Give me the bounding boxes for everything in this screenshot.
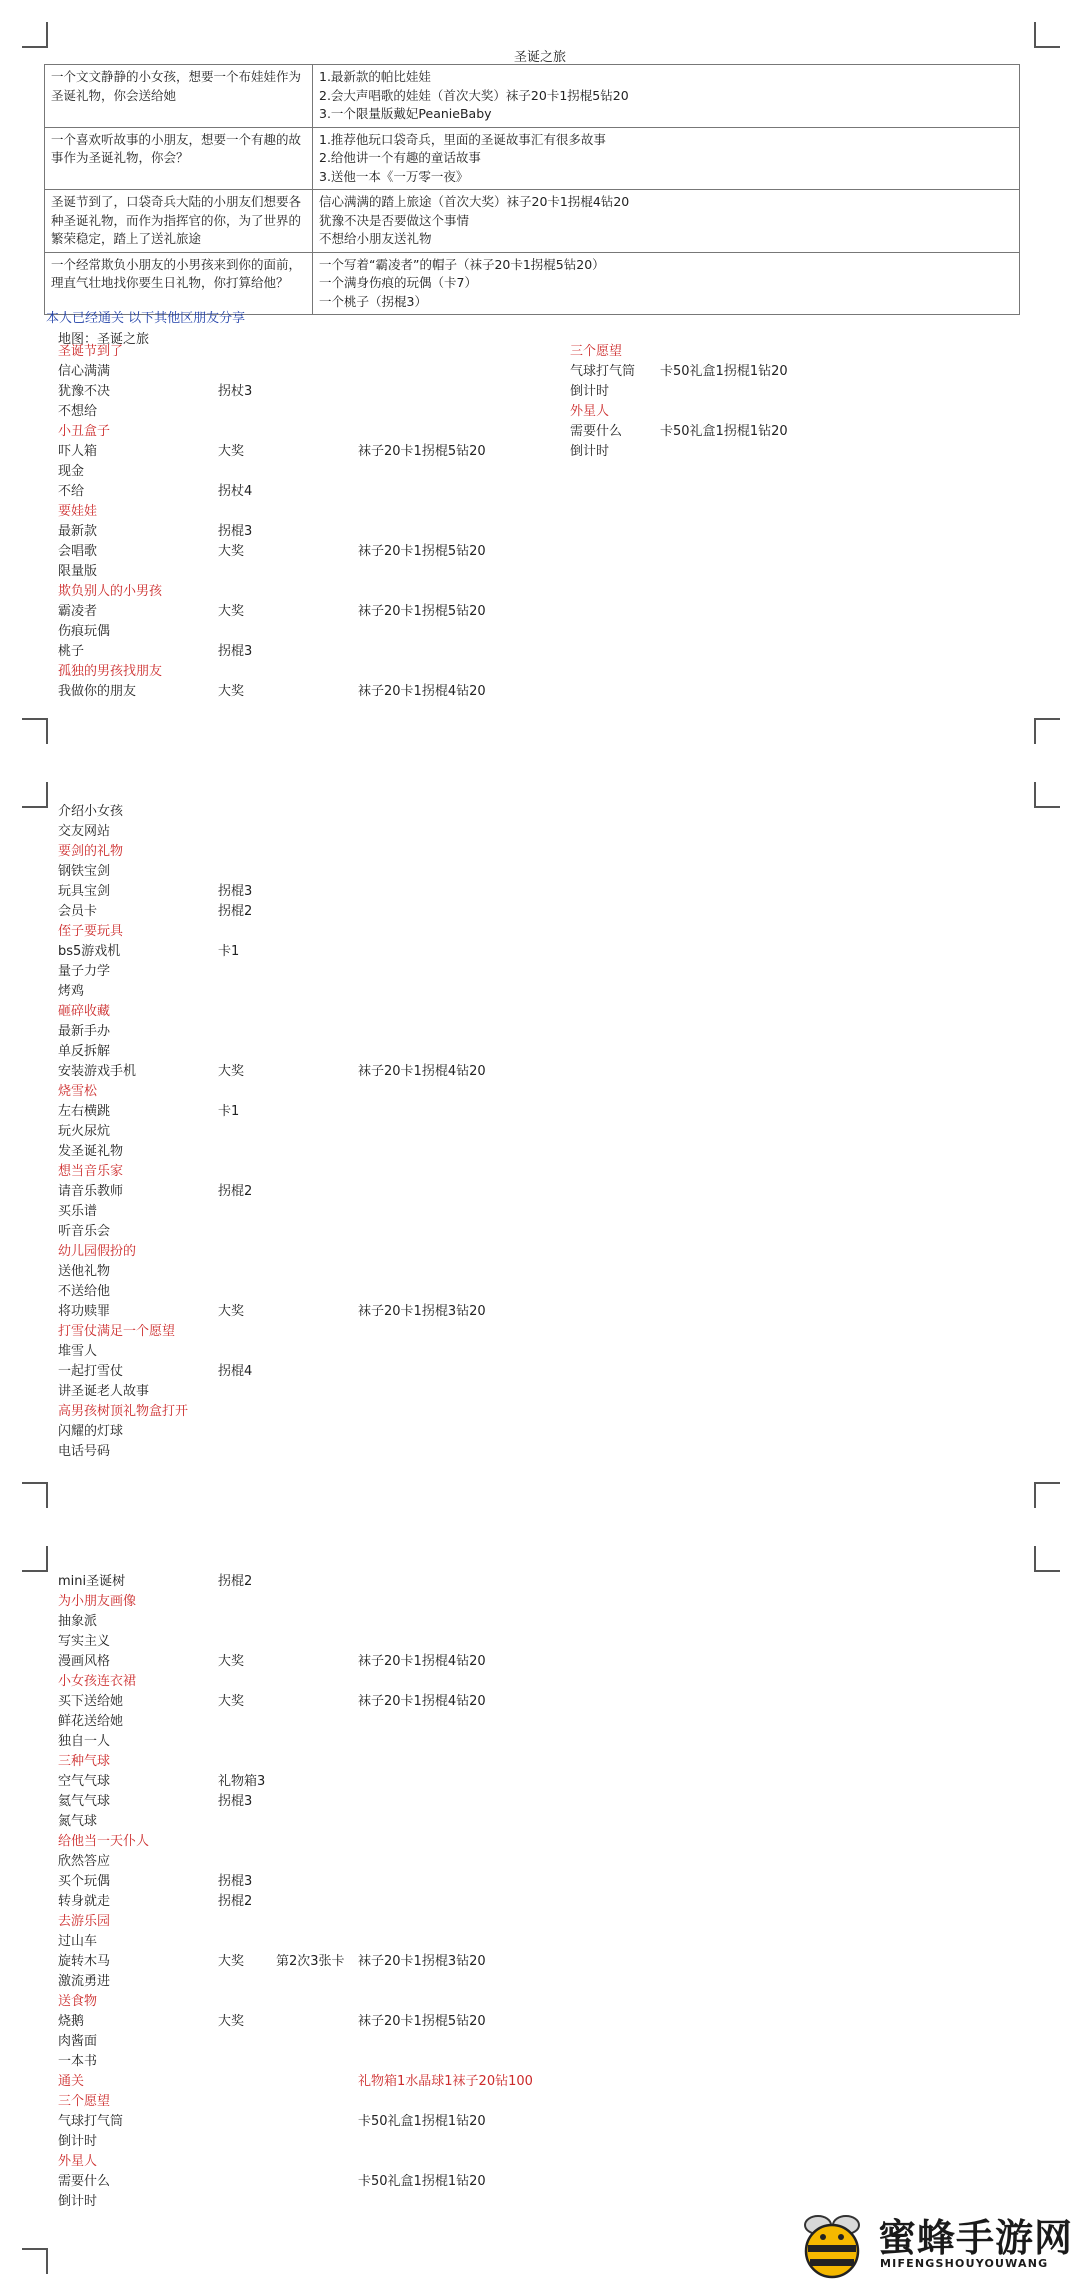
item-reward-short: 拐棍3: [218, 884, 253, 899]
item-label: 一本书: [58, 2054, 98, 2069]
list-item: [58, 2172, 758, 2192]
item-prize: 礼物箱1水晶球1袜子20钻100: [358, 2074, 533, 2089]
list-item: [58, 822, 758, 842]
list-item: [58, 1812, 758, 1832]
item-label: 倒计时: [570, 444, 610, 459]
item-label: 激流勇进: [58, 1974, 111, 1989]
item-label: 烤鸡: [58, 984, 85, 999]
item-label: 玩火尿炕: [58, 1124, 111, 1139]
list-item: [58, 982, 758, 1002]
table-row: [45, 252, 1020, 315]
answer-option: 一个桃子（拐棍3）: [319, 293, 427, 309]
answer-option: 一个写着“霸凌者”的帽子（袜子20卡1拐棍5钻20）: [319, 256, 605, 272]
answers-cell: [313, 127, 1020, 190]
list-item: [58, 1282, 758, 1302]
item-label: 伤痕玩偶: [58, 624, 111, 639]
item-label: 欺负别人的小男孩: [58, 584, 163, 599]
item-label: 会唱歌: [58, 544, 98, 559]
list-item: [58, 622, 758, 642]
list-item: [58, 642, 758, 662]
item-label: 三种气球: [58, 1754, 111, 1769]
item-label: 倒计时: [58, 2134, 98, 2149]
bee-icon: [794, 2205, 872, 2283]
answers-cell: [313, 190, 1020, 253]
answer-option: 2.给他讲一个有趣的童话故事: [319, 150, 481, 165]
item-prize: 袜子20卡1拐棍3钻20: [358, 1304, 486, 1319]
list-item: [58, 2052, 758, 2072]
item-label: 桃子: [58, 644, 85, 659]
item-reward-short: 拐棍2: [218, 1184, 253, 1199]
list-item: [58, 1442, 758, 1462]
item-label: 气球打气筒: [58, 2114, 124, 2129]
list-item: [58, 1652, 758, 1672]
item-reward-short: 拐棍3: [218, 1874, 253, 1889]
item-label: 小女孩连衣裙: [58, 1674, 137, 1689]
section-heading: [58, 1912, 758, 1932]
list-item: [58, 1932, 758, 1952]
item-prize: 袜子20卡1拐棍3钻20: [358, 1954, 486, 1969]
item-prize: 卡50礼盒1拐棍1钻20: [358, 2114, 486, 2129]
item-label: 堆雪人: [58, 1344, 98, 1359]
item-label: 旋转木马: [58, 1954, 111, 1969]
answer-option: 3.一个限量版戴妃PeanieBaby: [319, 106, 492, 121]
item-label: 小丑盒子: [58, 424, 111, 439]
crop-mark-bottom-right: [1034, 718, 1060, 744]
item-label: 需要什么: [58, 2174, 111, 2189]
item-label: 氮气球: [58, 1814, 98, 1829]
item-reward-short: 拐棍3: [218, 644, 253, 659]
item-label: 会员卡: [58, 904, 98, 919]
list-item: [58, 1852, 758, 1872]
list-item: [58, 1202, 758, 1222]
item-reward-short: 大奖: [218, 684, 245, 699]
item-label: 转身就走: [58, 1894, 111, 1909]
list-item: [58, 1362, 758, 1382]
list-item: [570, 442, 820, 462]
item-label: 吓人箱: [58, 444, 98, 459]
item-label: 买个玩偶: [58, 1874, 111, 1889]
list-item: [58, 1972, 758, 1992]
item-label: 倒计时: [570, 384, 610, 399]
list-item: [58, 862, 758, 882]
map-title: 地图：圣诞之旅: [58, 332, 150, 347]
section-heading: [58, 582, 758, 602]
section-heading: [58, 1752, 758, 1772]
item-label: 外星人: [58, 2154, 98, 2169]
item-label: 侄子要玩具: [58, 924, 124, 939]
item-label: 信心满满: [58, 364, 111, 379]
list-item: [58, 1142, 758, 1162]
item-label: 单反拆解: [58, 1044, 111, 1059]
item-reward-short: 拐棍3: [218, 1794, 253, 1809]
item-prize: 袜子20卡1拐棍4钻20: [358, 1694, 486, 1709]
answer-option: 2.会大声唱歌的娃娃（首次大奖）袜子20卡1拐棍5钻20: [319, 87, 629, 103]
answer-option: 不想给小朋友送礼物: [319, 231, 432, 246]
item-prize: 袜子20卡1拐棍4钻20: [358, 1064, 486, 1079]
item-label: 通关: [58, 2074, 85, 2089]
list-item: [58, 1382, 758, 1402]
crop-mark-top-left: [22, 22, 48, 48]
section-heading: [570, 342, 820, 362]
item-label: 烧鹅: [58, 2014, 85, 2029]
item-reward-short: 礼物箱3: [218, 1774, 266, 1789]
list-item: [58, 1872, 758, 1892]
item-label: 限量版: [58, 564, 98, 579]
item-label: 不送给他: [58, 1284, 111, 1299]
item-label: 送他礼物: [58, 1264, 111, 1279]
item-label: 交友网站: [58, 824, 111, 839]
item-label: 买乐谱: [58, 1204, 98, 1219]
section-heading: [58, 1322, 758, 1342]
item-label: 霸凌者: [58, 604, 98, 619]
item-label: 欣然答应: [58, 1854, 111, 1869]
list-item: [570, 362, 820, 382]
item-label: 漫画风格: [58, 1654, 111, 1669]
crop-mark-bottom-left: [22, 1482, 48, 1508]
list-item: [58, 2192, 758, 2212]
item-label: 独自一人: [58, 1734, 111, 1749]
list-item: [58, 1062, 758, 1082]
item-label: 量子力学: [58, 964, 111, 979]
section-heading: [58, 2152, 758, 2172]
section-heading: [570, 402, 820, 422]
crop-mark-bottom-left: [22, 718, 48, 744]
list-item: [58, 1572, 758, 1592]
list-item: [58, 962, 758, 982]
item-reward-short: 大奖: [218, 1304, 245, 1319]
section-heading: [58, 1002, 758, 1022]
item-label: 外星人: [570, 404, 610, 419]
answers-cell: [313, 65, 1020, 128]
document-title: 圣诞之旅: [513, 50, 566, 65]
list-item: [58, 1772, 758, 1792]
list-item: [58, 1302, 758, 1322]
list-item: [58, 1422, 758, 1442]
crop-mark-top-right: [1034, 22, 1060, 48]
answer-option: 一个满身伤痕的玩偶（卡7）: [319, 275, 477, 290]
item-label: 送食物: [58, 1994, 98, 2009]
item-reward-short: 大奖: [218, 604, 245, 619]
item-label: 玩具宝剑: [58, 884, 111, 899]
item-label: 鲜花送给她: [58, 1714, 124, 1729]
item-label: 要娃娃: [58, 504, 98, 519]
item-label: 砸碎收藏: [58, 1004, 111, 1019]
section-heading: [58, 1832, 758, 1852]
item-label: 气球打气筒: [570, 364, 636, 379]
list-item: [58, 1952, 758, 1972]
table-row: [45, 65, 1020, 128]
item-label: 请音乐教师: [58, 1184, 124, 1199]
item-label: 肉酱面: [58, 2034, 98, 2049]
list-item: [58, 942, 758, 962]
list-item: [58, 1222, 758, 1242]
item-reward: 卡50礼盒1拐棍1钻20: [660, 424, 788, 439]
item-label: 介绍小女孩: [58, 804, 124, 819]
item-label: 听音乐会: [58, 1224, 111, 1239]
section-heading: [58, 1592, 758, 1612]
item-label: 犹豫不决: [58, 384, 111, 399]
item-label: 幼儿园假扮的: [58, 1244, 137, 1259]
item-reward-short: 拐杖3: [218, 384, 253, 399]
item-label: 闪耀的灯球: [58, 1424, 124, 1439]
item-reward-short: 大奖: [218, 2014, 245, 2029]
section-heading: [58, 922, 758, 942]
item-reward-short: 拐棍2: [218, 904, 253, 919]
list-item: [58, 542, 758, 562]
item-reward-short: 卡1: [218, 1104, 240, 1119]
section-heading: [58, 1402, 758, 1422]
list-item: [58, 1692, 758, 1712]
list-item: [58, 882, 758, 902]
crop-mark-top-right: [1034, 1546, 1060, 1572]
item-label: 不想给: [58, 404, 98, 419]
item-reward-short: 大奖: [218, 1654, 245, 1669]
item-reward-short: 拐棍4: [218, 1364, 253, 1379]
item-label: 圣诞节到了: [58, 344, 124, 359]
item-label: 给他当一天仆人: [58, 1834, 150, 1849]
list-item: [58, 1612, 758, 1632]
list-item: [58, 1102, 758, 1122]
watermark-logo: [794, 2205, 1074, 2283]
crop-mark-top-left: [22, 782, 48, 808]
list-item: [58, 1632, 758, 1652]
list-item: [58, 802, 758, 822]
table-row: [45, 190, 1020, 253]
item-label: 一起打雪仗: [58, 1364, 124, 1379]
item-label: 倒计时: [58, 2194, 98, 2209]
list-item: [58, 2032, 758, 2052]
list-item: [58, 2132, 758, 2152]
section-heading: [58, 1162, 758, 1182]
item-label: 我做你的朋友: [58, 684, 137, 699]
item-label: 三个愿望: [570, 344, 623, 359]
item-label: 将功赎罪: [58, 1304, 111, 1319]
item-reward-short: 大奖: [218, 1064, 245, 1079]
crop-mark-bottom-left: [22, 2248, 48, 2274]
item-label: mini圣诞树: [58, 1574, 126, 1589]
item-label: 烧雪松: [58, 1084, 98, 1099]
section-heading: [58, 1242, 758, 1262]
table-row: [45, 127, 1020, 190]
list-item: [58, 1122, 758, 1142]
item-reward: 卡50礼盒1拐棍1钻20: [660, 364, 788, 379]
item-reward-short: 大奖: [218, 1694, 245, 1709]
list-item: [58, 602, 758, 622]
item-label: 为小朋友画像: [58, 1594, 137, 1609]
item-label: 电话号码: [58, 1444, 111, 1459]
item-prize: 袜子20卡1拐棍5钻20: [358, 444, 486, 459]
question-cell: 一个文文静静的小女孩，想要一个布娃娃作为圣诞礼物，你会送给她: [45, 65, 313, 128]
item-prize: 袜子20卡1拐棍5钻20: [358, 544, 486, 559]
item-label: 钢铁宝剑: [58, 864, 111, 879]
answer-option: 1.推荐他玩口袋奇兵，里面的圣诞故事汇有很多故事: [319, 131, 606, 147]
item-label: 现金: [58, 464, 85, 479]
item-label: 抽象派: [58, 1614, 98, 1629]
section-heading: [58, 2072, 758, 2092]
answer-option: 信心满满的踏上旅途（首次大奖）袜子20卡1拐棍4钻20: [319, 194, 630, 209]
item-prize: 袜子20卡1拐棍5钻20: [358, 604, 486, 619]
watermark-url: MIFENGSHOUYOUWANG: [880, 2257, 1049, 2270]
list-item: [58, 1892, 758, 1912]
item-prize: 袜子20卡1拐棍4钻20: [358, 1654, 486, 1669]
list-item: [58, 1712, 758, 1732]
item-reward-short: 大奖: [218, 544, 245, 559]
item-label: 左右横跳: [58, 1104, 111, 1119]
section-heading: [58, 662, 758, 682]
question-cell: 圣诞节到了，口袋奇兵大陆的小朋友们想要各种圣诞礼物，而作为指挥官的你，为了世界的繁荣稳定，踏上了送礼旅途: [45, 190, 313, 253]
item-label: 安装游戏手机: [58, 1064, 137, 1079]
list-item: [58, 1022, 758, 1042]
item-prize: 袜子20卡1拐棍4钻20: [358, 684, 486, 699]
list-item: [58, 562, 758, 582]
item-label: 孤独的男孩找朋友: [58, 664, 163, 679]
answer-option: 3.送他一本《一万零一夜》: [319, 168, 469, 184]
item-label: 需要什么: [570, 424, 623, 439]
item-prize: 卡50礼盒1拐棍1钻20: [358, 2174, 486, 2189]
item-label: 讲圣诞老人故事: [58, 1384, 150, 1399]
question-cell: 一个喜欢听故事的小朋友，想要一个有趣的故事作为圣诞礼物，你会？: [45, 127, 313, 190]
item-reward-short: 拐棍2: [218, 1574, 253, 1589]
item-label: 三个愿望: [58, 2094, 111, 2109]
item-label: 最新款: [58, 524, 98, 539]
item-label: 空气气球: [58, 1774, 111, 1789]
item-reward-short: 大奖: [218, 444, 245, 459]
item-reward-short: 拐杖4: [218, 484, 253, 499]
question-cell: 一个经常欺负小朋友的小男孩来到你的面前，理直气壮地找你要生日礼物，你打算给他？: [45, 252, 313, 315]
crop-mark-bottom-right: [1034, 1482, 1060, 1508]
item-label: bs5游戏机: [58, 944, 121, 959]
list-item: [58, 522, 758, 542]
list-item: [570, 382, 820, 402]
list-item: [58, 682, 758, 702]
list-item: [58, 1732, 758, 1752]
list-item: [58, 1342, 758, 1362]
item-label: 高男孩树顶礼物盒打开: [58, 1404, 189, 1419]
item-label: 买下送给她: [58, 1694, 124, 1709]
section-heading: [58, 2092, 758, 2112]
item-reward-short: 拐棍3: [218, 524, 253, 539]
section-heading: [58, 1672, 758, 1692]
answer-option: 犹豫不决是否要做这个事情: [319, 212, 470, 228]
item-reward-note: 第2次3张卡: [276, 1954, 345, 1969]
list-item: [58, 1262, 758, 1282]
list-item: [58, 902, 758, 922]
crop-mark-top-left: [22, 1546, 48, 1572]
item-label: 去游乐园: [58, 1914, 111, 1929]
item-label: 不给: [58, 484, 85, 499]
item-reward-short: 拐棍2: [218, 1894, 253, 1909]
item-label: 氦气气球: [58, 1794, 111, 1809]
item-label: 写实主义: [58, 1634, 111, 1649]
item-label: 发圣诞礼物: [58, 1144, 124, 1159]
list-item: [58, 462, 758, 482]
answer-option: 1.最新款的帕比娃娃: [319, 69, 431, 84]
list-item: [570, 422, 820, 442]
crop-mark-top-right: [1034, 782, 1060, 808]
item-label: 最新手办: [58, 1024, 111, 1039]
list-item: [58, 1182, 758, 1202]
answers-cell: [313, 252, 1020, 315]
item-label: 过山车: [58, 1934, 98, 1949]
share-note: 本人已经通关 以下其他区朋友分享: [46, 311, 246, 326]
list-item: [58, 2012, 758, 2032]
quest-table: [44, 64, 1020, 315]
section-heading: [58, 1082, 758, 1102]
item-label: 要剑的礼物: [58, 844, 124, 859]
section-heading: [58, 502, 758, 522]
list-item: [58, 2112, 758, 2132]
list-item: [58, 1792, 758, 1812]
item-label: 想当音乐家: [58, 1164, 124, 1179]
watermark-name: 蜜蜂手游网: [878, 2215, 1074, 2260]
item-reward-short: 卡1: [218, 944, 240, 959]
section-heading: [58, 842, 758, 862]
item-reward-short: 大奖: [218, 1954, 245, 1969]
list-item: [58, 482, 758, 502]
item-prize: 袜子20卡1拐棍5钻20: [358, 2014, 486, 2029]
item-label: 打雪仗满足一个愿望: [58, 1324, 176, 1339]
section-heading: [58, 1992, 758, 2012]
list-item: [58, 1042, 758, 1062]
